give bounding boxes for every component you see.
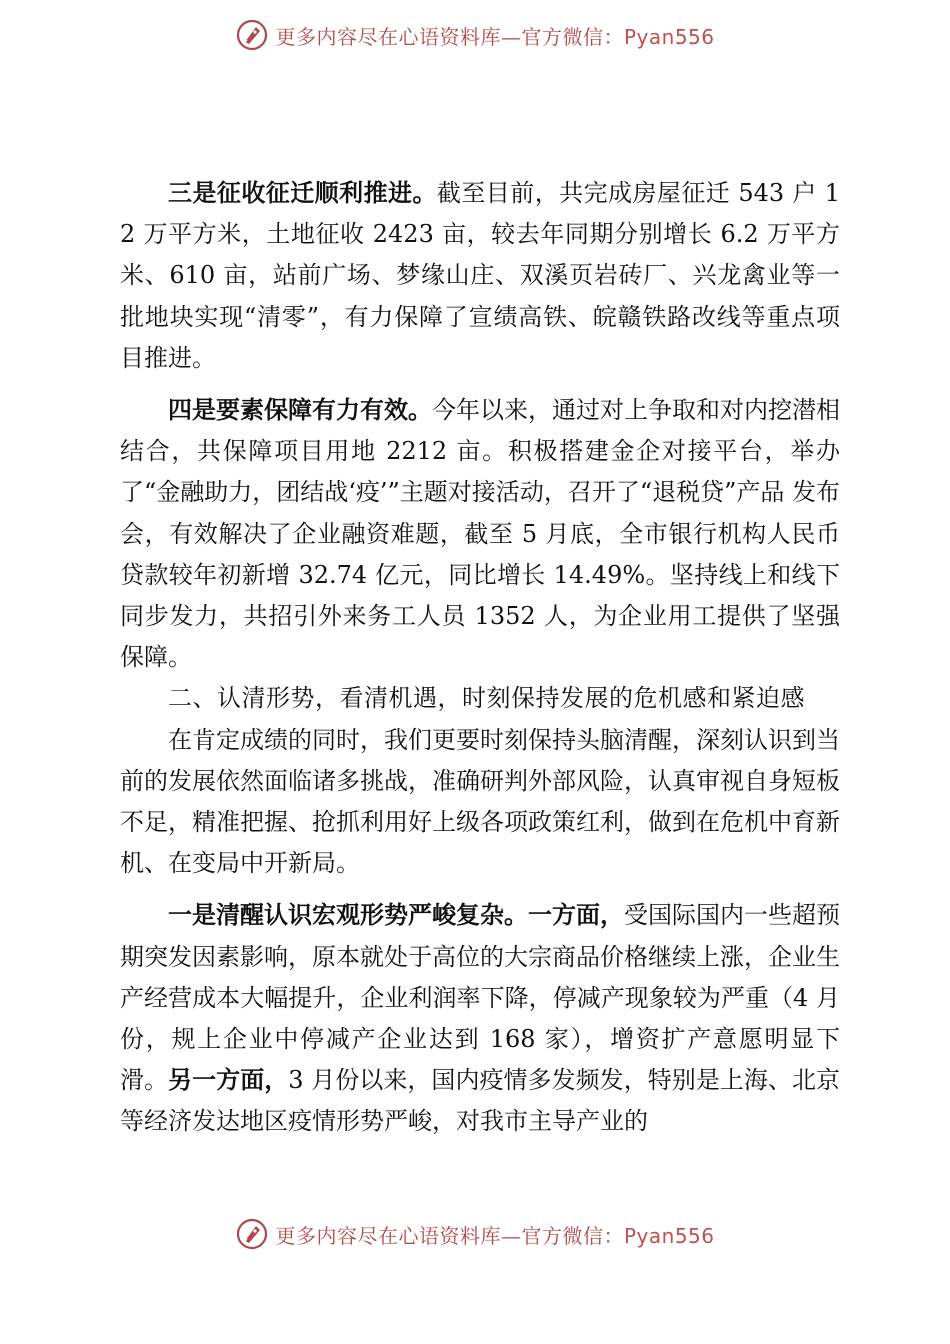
paragraph-lead: 四是要素保障有力有效。 xyxy=(168,396,432,425)
paragraph-lead: 一是清醒认识宏观形势严峻复杂。 xyxy=(168,901,528,930)
banner-text: 更多内容尽在心语资料库—官方微信：Pyan556 xyxy=(275,24,715,49)
paragraph-body: 截至目前，共完成房屋征迁 543 户 12 万平方米，土地征收 2423 亩，较去年同期分别增长 6.2 万平方米、610 亩，站前广场、梦缘山庄、双溪页岩砖厂、兴龙禽业等一批地块实现“清零”，有力保障了宣绩高铁、皖赣铁路改线等重点项目推进。 xyxy=(120,179,840,372)
header-watermark-banner xyxy=(0,15,950,55)
paragraph-land-acquisition xyxy=(120,173,840,379)
section-heading: 二、认清形势，看清机遇，时刻保持发展的危机感和紧迫感 xyxy=(168,684,805,713)
pen-nib-logo-icon xyxy=(235,18,269,52)
paragraph-body: 受国际国内一些超预期突发因素影响，原本就处于高位的大宗商品价格继续上涨，企业生产经营成本大幅提升，企业利润率下降，停减产现象较为严重（4 月份，规上企业中停减产企业达到 168 家），增资扩产意愿明显下滑。 xyxy=(120,901,840,1095)
paragraph-body: 今年以来，通过对上争取和对内挖潜相结合，共保障项目用地 2212 亩。积极搭建金企对接平台，举办了“金融助力，团结战‘疫’”主题对接活动，召开了“退税贷”产品 发布会，有效解决了企业融资难题，截至 5 月底，全市银行机构人民币贷款较年初新增 32.74 亿元，同比增长 14.49%。坚持线上和线下同步发力，共招引外来务工人员 1352 人，为企业用工提供了坚强保障。 xyxy=(120,396,840,672)
paragraph-factor-guarantee xyxy=(120,390,840,678)
document-body xyxy=(120,173,840,1143)
banner-text: 更多内容尽在心语资料库—官方微信：Pyan556 xyxy=(275,1223,715,1248)
paragraph-lead: 三是征收征迁顺利推进。 xyxy=(168,179,437,207)
sub-lead-other-hand: 另一方面， xyxy=(168,1066,289,1095)
footer-watermark-banner xyxy=(0,1214,950,1254)
paragraph-macro-situation xyxy=(120,895,840,1142)
sub-lead-one-hand: 一方面， xyxy=(528,901,624,930)
pen-nib-logo-icon xyxy=(235,1217,269,1251)
paragraph-body: 3 月份以来，国内疫情多发频发，特别是上海、北京等经济发达地区疫情形势严峻，对我市主导产业的 xyxy=(120,1066,841,1136)
paragraph-intro: 在肯定成绩的同时，我们更要时刻保持头脑清醒，深刻认识到当前的发展依然面临诸多挑战，准确研判外部风险，认真审视自身短板不足，精准把握、抢抓利用好上级各项政策红利，做到在危机中育新机、在变局中开新局。 xyxy=(120,725,840,878)
